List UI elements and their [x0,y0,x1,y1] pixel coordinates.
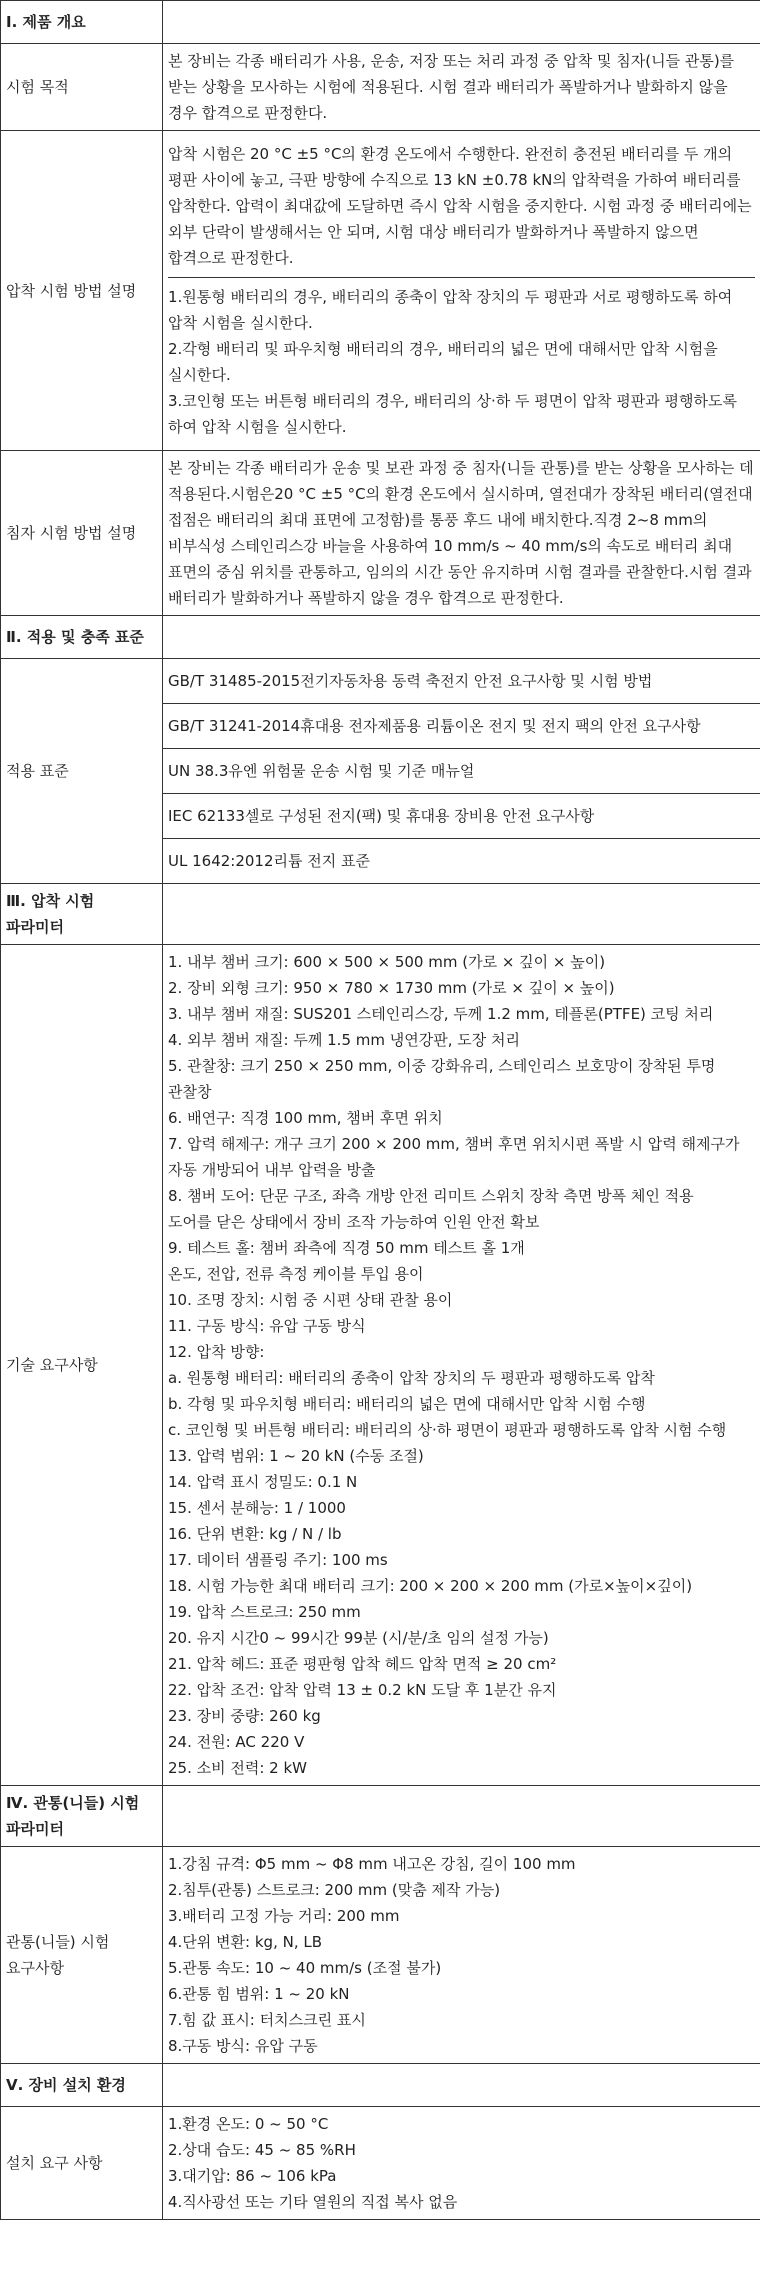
section-header-nail-params [1,1786,760,1847]
list-item: 도어를 닫은 상태에서 장비 조작 가능하여 인원 안전 확보 [168,1213,540,1231]
list-item: 4.단위 변환: kg, N, LB [168,1933,323,1951]
row-content [163,2107,760,2220]
list-item: 17. 데이터 샘플링 주기: 100 ms [168,1551,388,1569]
crush-method-steps [168,278,755,446]
list-item: 22. 압착 조건: 압착 압력 13 ± 0.2 kN 도달 후 1분간 유지 [168,1681,557,1699]
list-item: 3.코인형 또는 버튼형 배터리의 경우, 배터리의 상·하 두 평면이 압착 평판과 평행하도록 하여 압착 시험을 실시한다. [168,392,737,436]
standard-item: UL 1642:2012리튬 전지 표준 [163,839,760,884]
list-item: 7.힘 값 표시: 터치스크린 표시 [168,2011,366,2029]
list-item: 3.대기압: 86 ~ 106 kPa [168,2167,337,2185]
section-title: Ⅲ. 압착 시험 파라미터 [1,884,163,945]
list-item: 20. 유지 시간0 ~ 99시간 99분 (시/분/초 임의 설정 가능) [168,1629,549,1647]
list-item: b. 각형 및 파우치형 배터리: 배터리의 넓은 면에 대해서만 압착 시험 수행 [168,1395,646,1413]
list-item: 9. 테스트 홀: 챔버 좌측에 직경 50 mm 테스트 홀 1개 [168,1239,525,1257]
section-title: Ⅴ. 장비 설치 환경 [1,2064,163,2107]
row-content [163,131,760,451]
row-install-requirements [1,2107,760,2220]
row-label: 적용 표준 [1,659,163,884]
list-item: 11. 구동 방식: 유압 구동 방식 [168,1317,366,1335]
list-item: 5.관통 속도: 10 ~ 40 mm/s (조절 불가) [168,1959,442,1977]
section-header-overview [1,1,760,44]
standard-item: GB/T 31485-2015전기자동차용 동력 축전지 안전 요구사항 및 시험 방법 [163,659,760,704]
list-item: 6.관통 힘 범위: 1 ~ 20 kN [168,1985,350,2003]
section-title: Ⅱ. 적용 및 충족 표준 [1,616,163,659]
list-item: 14. 압력 표시 정밀도: 0.1 N [168,1473,358,1491]
row-content [163,1847,760,2064]
list-item: 4. 외부 챔버 재질: 두께 1.5 mm 냉연강판, 도장 처리 [168,1031,520,1049]
row-nail-requirements [1,1847,760,2064]
list-item: 4.직사광선 또는 기타 열원의 직접 복사 없음 [168,2193,458,2211]
row-nail-method [1,451,760,616]
section-title: Ⅳ. 관통(니들) 시험 파라미터 [1,1786,163,1847]
row-test-purpose [1,44,760,131]
list-item: 15. 센서 분해능: 1 / 1000 [168,1499,346,1517]
row-content [163,945,760,1786]
list-item: 10. 조명 장치: 시험 중 시편 상태 관찰 용이 [168,1291,453,1309]
list-item: 3. 내부 챔버 재질: SUS201 스테인리스강, 두께 1.2 mm, 테플론(PTFE) 코팅 처리 [168,1005,714,1023]
list-item: 25. 소비 전력: 2 kW [168,1759,308,1777]
list-item: 6. 배연구: 직경 100 mm, 챔버 후면 위치 [168,1109,443,1127]
list-item: 13. 압력 범위: 1 ~ 20 kN (수동 조절) [168,1447,424,1465]
list-item: 7. 압력 해제구: 개구 크기 200 × 200 mm, 챔버 후면 위치시편 폭발 시 압력 해제구가 자동 개방되어 내부 압력을 방출 [168,1135,740,1179]
row-label: 압착 시험 방법 설명 [1,131,163,451]
standard-item: GB/T 31241-2014휴대용 전자제품용 리튬이온 전지 및 전지 팩의 안전 요구사항 [163,704,760,749]
row-label: 관통(니들) 시험 요구사항 [1,1847,163,2064]
row-label: 시험 목적 [1,44,163,131]
row-tech-requirements [1,945,760,1786]
standard-item: IEC 62133셀로 구성된 전지(팩) 및 휴대용 장비용 안전 요구사항 [163,794,760,839]
section-header-install [1,2064,760,2107]
list-item: 2.각형 배터리 및 파우치형 배터리의 경우, 배터리의 넓은 면에 대해서만 압착 시험을 실시한다. [168,340,718,384]
row-label: 침자 시험 방법 설명 [1,451,163,616]
row-label: 설치 요구 사항 [1,2107,163,2220]
list-item: 8. 챔버 도어: 단문 구조, 좌측 개방 안전 리미트 스위치 장착 측면 방폭 체인 적용 [168,1187,694,1205]
list-item: 24. 전원: AC 220 V [168,1733,305,1751]
list-item: a. 원통형 배터리: 배터리의 종축이 압착 장치의 두 평판과 평행하도록 압착 [168,1369,655,1387]
list-item: 23. 장비 중량: 260 kg [168,1707,321,1725]
list-item: 온도, 전압, 전류 측정 케이블 투입 용이 [168,1265,424,1283]
list-item: 3.배터리 고정 가능 거리: 200 mm [168,1907,400,1925]
list-item: 5. 관찰창: 크기 250 × 250 mm, 이중 강화유리, 스테인리스 보호망이 장착된 투명 관찰창 [168,1057,716,1101]
crush-method-summary: 압착 시험은 20 °C ±5 °C의 환경 온도에서 수행한다. 완전히 충전된 배터리를 두 개의 평판 사이에 놓고, 극판 방향에 수직으로 13 kN ±0.78 kN의 압착력을 가하여 배터리를 압착한다. 압력이 최대값에 도달하면 즉시 압착 시험을 중지한다. 시험 과정 중 배터리에는 외부 단락이 발생해서는 안 되며, 시험 대상 배터리가 발화하거나 폭발하지 않으면 합격으로 판정한다. [168,135,755,278]
row-content: 본 장비는 각종 배터리가 사용, 운송, 저장 또는 처리 과정 중 압착 및 침자(니들 관통)를 받는 상황을 모사하는 시험에 적용된다. 시험 결과 배터리가 폭발하거나 발화하지 않을 경우 합격으로 판정한다. [163,44,760,131]
list-item: 1.강침 규격: Φ5 mm ~ Φ8 mm 내고온 강침, 길이 100 mm [168,1855,576,1873]
list-item: 1.원통형 배터리의 경우, 배터리의 종축이 압착 장치의 두 평판과 서로 평행하도록 하여 압착 시험을 실시한다. [168,288,733,332]
list-item: 2.상대 습도: 45 ~ 85 %RH [168,2141,356,2159]
list-item: 1.환경 온도: 0 ~ 50 °C [168,2115,329,2133]
row-content: 본 장비는 각종 배터리가 운송 및 보관 과정 중 침자(니들 관통)를 받는 상황을 모사하는 데 적용된다.시험은20 °C ±5 °C의 환경 온도에서 실시하며, 열전대가 장착된 배터리(열전대 접점은 배터리의 최대 표면에 고정함)를 통풍 후드 내에 배치한다.직경 2~8 mm의 비부식성 스테인리스강 바늘을 사용하여 10 mm/s ~ 40 mm/s의 속도로 배터리 최대 표면의 중심 위치를 관통하고, 임의의 시간 동안 유지하며 시험 결과를 관찰한다.시험 결과 배터리가 발화하거나 폭발하지 않을 경우 합격으로 판정한다. [163,451,760,616]
list-item: 16. 단위 변환: kg / N / lb [168,1525,342,1543]
row-crush-method [1,131,760,451]
standard-item: UN 38.3유엔 위험물 운송 시험 및 기준 매뉴얼 [163,749,760,794]
section-title: Ⅰ. 제품 개요 [1,1,163,44]
list-item: 2.침투(관통) 스트로크: 200 mm (맞춤 제작 가능) [168,1881,501,1899]
section-header-crush-params [1,884,760,945]
list-item: 19. 압착 스트로크: 250 mm [168,1603,361,1621]
row-label: 기술 요구사항 [1,945,163,1786]
list-item: 18. 시험 가능한 최대 배터리 크기: 200 × 200 × 200 mm (가로×높이×깊이) [168,1577,693,1595]
list-item: 12. 압착 방향: [168,1343,265,1361]
list-item: 21. 압착 헤드: 표준 평판형 압착 헤드 압착 면적 ≥ 20 cm² [168,1655,557,1673]
list-item: 2. 장비 외형 크기: 950 × 780 × 1730 mm (가로 × 깊이 × 높이) [168,979,615,997]
section-header-standards [1,616,760,659]
list-item: c. 코인형 및 버튼형 배터리: 배터리의 상·하 평면이 평판과 평행하도록 압착 시험 수행 [168,1421,727,1439]
list-item: 1. 내부 챔버 크기: 600 × 500 × 500 mm (가로 × 깊이 × 높이) [168,953,606,971]
list-item: 8.구동 방식: 유압 구동 [168,2037,318,2055]
standard-row [1,659,760,704]
